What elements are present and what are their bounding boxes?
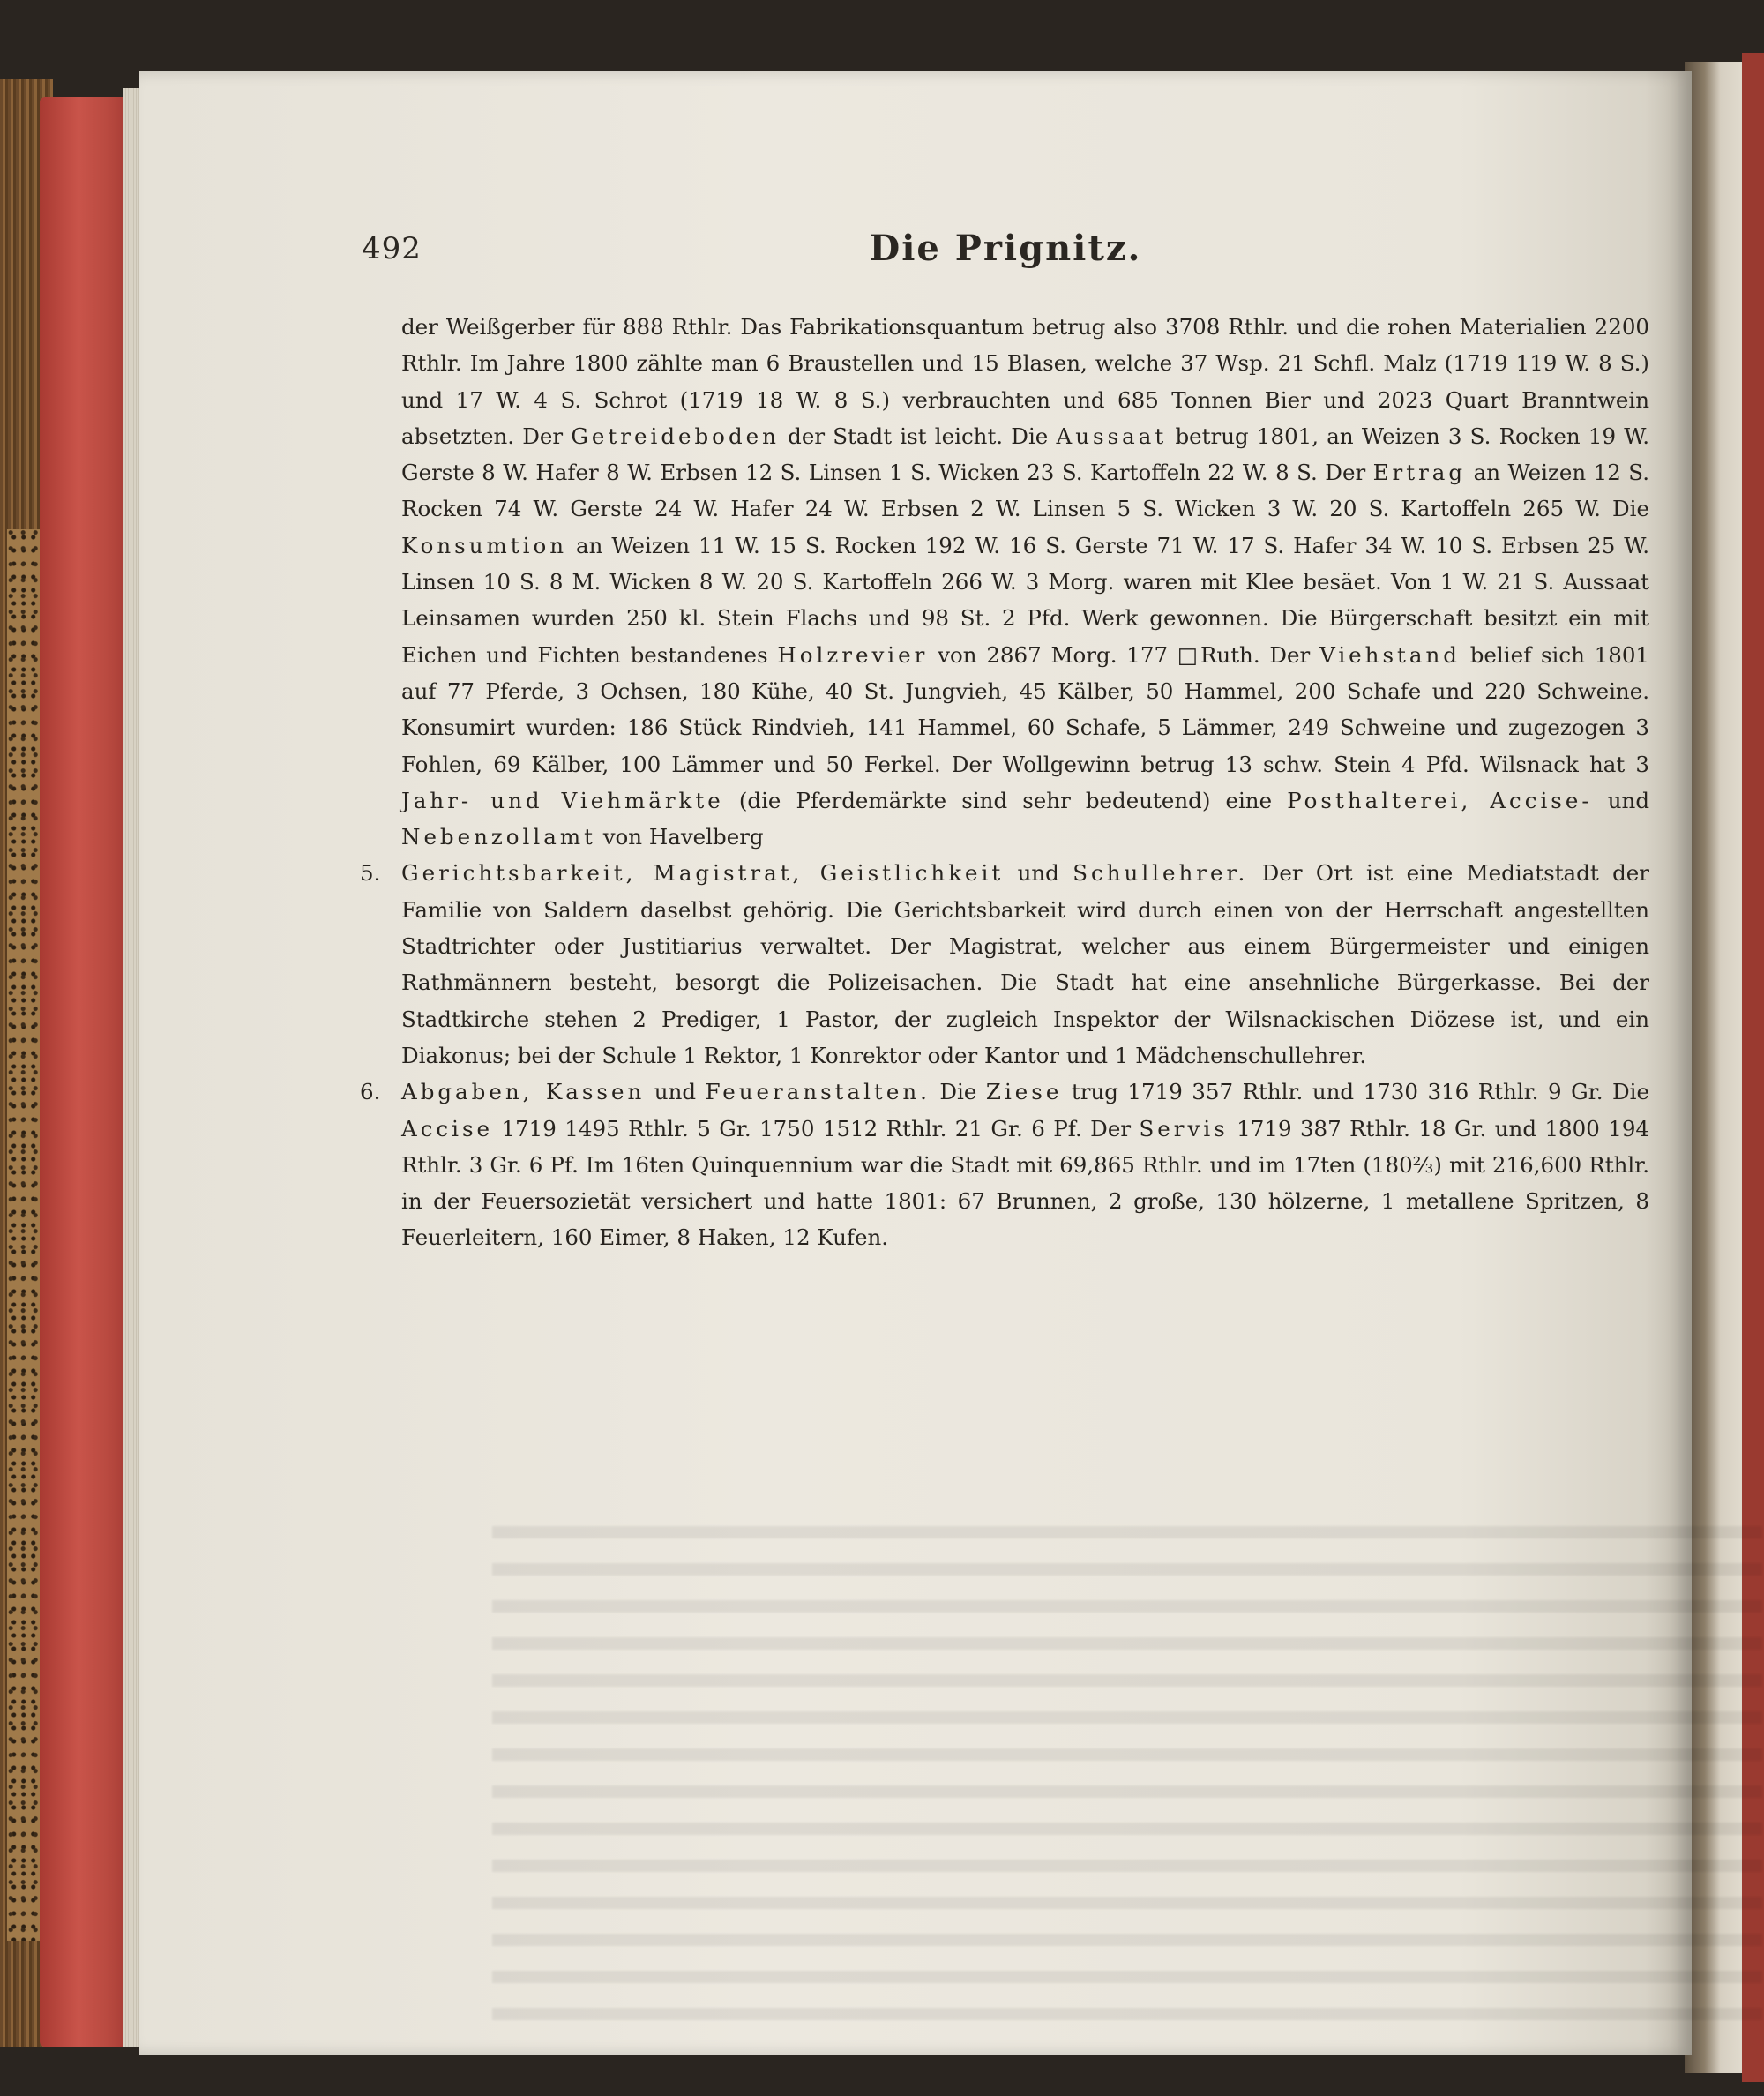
page-number: 492 [362,231,422,266]
text-run: belief sich 1801 auf 77 Pferde, 3 Ochsen, 180 Kühe, 40 St. Jungvieh, 45 Kälber, 50 Hammel, 200 Schafe und 220 Schweine. Konsumirt wurden: 186 Stück Rindvieh, 141 Hammel, 60 Schafe, 5 Lämmer, 249 Schweine und zugezogen 3 Fohlen, 69 Kälber, 100 Lämmer und 50 Ferkel. Der Wollgewinn betrug 13 schw. Stein 4 Pfd. Wilsnack hat 3 [401,641,1649,777]
spaced-term: Abgaben, Kassen [401,1079,646,1105]
show-through-text [492,1526,1762,2020]
spaced-term: Schullehrer. [1073,860,1249,887]
paragraph-jurisdiction [362,855,1649,1074]
spaced-term: Konsumtion [401,532,567,558]
text-run: Die [930,1079,986,1105]
running-head [362,228,1649,284]
text-run: von 2867 Morg. 177 □Ruth. Der [928,641,1320,668]
spaced-term: Holzrevier [777,641,929,668]
page-title: Die Prignitz. [869,228,1142,269]
text-run: 1719 387 Rthlr. 18 Gr. und 1800 194 Rthlr. 3 Gr. 6 Pf. Im 16ten Quinquennium war die Stadt mit 69,865 Rthlr. und im 17ten (180⅔) mit 216,600 Rthlr. in der Feuersozietät versichert und hatte 1801: 67 Brunnen, 2 große, 130 hölzerne, 1 metallene Spritzen, 8 Feuerleitern, 160 Eimer, 8 Haken, 12 Kufen. [401,1115,1649,1251]
section-number: 6. [360,1079,381,1105]
spaced-term: Viehstand [1319,641,1461,668]
spaced-term: Ziese [985,1079,1063,1105]
text-run: an Weizen 12 S. Rocken 74 W. Gerste 24 W. Hafer 24 W. Erbsen 2 W. Linsen 5 S. Wicken 3 W. 20 S. Kartoffeln 265 W. Die [401,460,1649,522]
spaced-term: Jahr- und Viehmärkte [401,787,724,813]
text-run: und [1592,787,1650,813]
spaced-term: Accise [401,1115,494,1142]
paragraph-brewing-agriculture [362,309,1649,855]
spaced-term: Gerichtsbarkeit, Magistrat, Geistlichkeit [401,860,1005,887]
body-text [362,309,1649,1256]
text-run: der Weißgerber für 888 Rthlr. Das Fabrikationsquantum betrug also 3708 Rthlr. und die rohen Materialien 2200 Rthlr. Im Jahre 1800 zählte man 6 Braustellen und 15 Blasen, welche 37 Wsp. 21 Schfl. Malz (1719 119 W. 8 S.) und 17 W. 4 S. Schrot (1719 18 W. 8 S.) verbrauchten und 685 Tonnen Bier und 2023 Quart Branntwein absetzten. Der [401,314,1649,449]
text-run: trug 1719 357 Rthlr. und 1730 316 Rthlr. 9 Gr. Die [1062,1079,1649,1105]
text-run: und [1004,860,1073,887]
text-run: betrug 1801, an Weizen 3 S. Rocken 19 W. Gerste 8 W. Hafer 8 W. Erbsen 12 S. Linsen 1 S. Wicken 23 S. Kartoffeln 22 W. 8 S. Der [401,423,1649,486]
text-run: der Stadt ist leicht. Die [779,423,1057,449]
text-run: an Weizen 11 W. 15 S. Rocken 192 W. 16 S. Gerste 71 W. 17 S. Hafer 34 W. 10 S. Erbsen 25 W. Linsen 10 S. 8 M. Wicken 8 W. 20 S. Kartoffeln 266 W. 3 Morg. waren mit Klee besäet. Von 1 W. 21 S. Aussaat Leinsamen wurden 250 kl. Stein Flachs und 98 St. 2 Pfd. Werk gewonnen. Die Bürgerschaft besitzt ein mit Eichen und Fichten bestandenes [401,532,1649,668]
text-run: und [645,1079,706,1105]
red-page-edge [40,97,137,2047]
marbled-cover [7,529,42,1941]
text-run: (die Pferdemärkte sind sehr bedeutend) eine [723,787,1288,813]
text-run: Der Ort ist eine Mediatstadt der Familie von Saldern daselbst gehörig. Die Gerichtsbarkeit wird durch einen von der Herrschaft angestellten Stadtrichter oder Justitiarius verwaltet. Der Magistrat, welcher aus einem Bürgermeister und einigen Rathmännern besteht, besorgt die Polizeisachen. Die Stadt hat eine ansehnliche Bürgerkasse. Bei der Stadtkirche stehen 2 Prediger, 1 Pastor, der zugleich Inspektor der Wilsnackischen Diözese ist, und ein Diakonus; bei der Schule 1 Rektor, 1 Konrektor oder Kantor und 1 Mädchenschullehrer. [401,860,1649,1068]
spaced-term: Ertrag [1372,460,1467,486]
spaced-term: Aussaat [1056,423,1168,449]
text-run: 1719 1495 Rthlr. 5 Gr. 1750 1512 Rthlr. 21 Gr. 6 Pf. Der [493,1115,1140,1142]
spaced-term: Posthalterei, Accise- [1287,787,1593,813]
spaced-term: Feueranstalten. [705,1079,931,1105]
text-run: von Havelberg [595,824,764,850]
spaced-term: Getreideboden [571,423,780,449]
spaced-term: Nebenzollamt [401,824,596,850]
spaced-term: Servis [1139,1115,1229,1142]
section-number: 5. [360,860,381,887]
paragraph-taxes-fire [362,1074,1649,1255]
